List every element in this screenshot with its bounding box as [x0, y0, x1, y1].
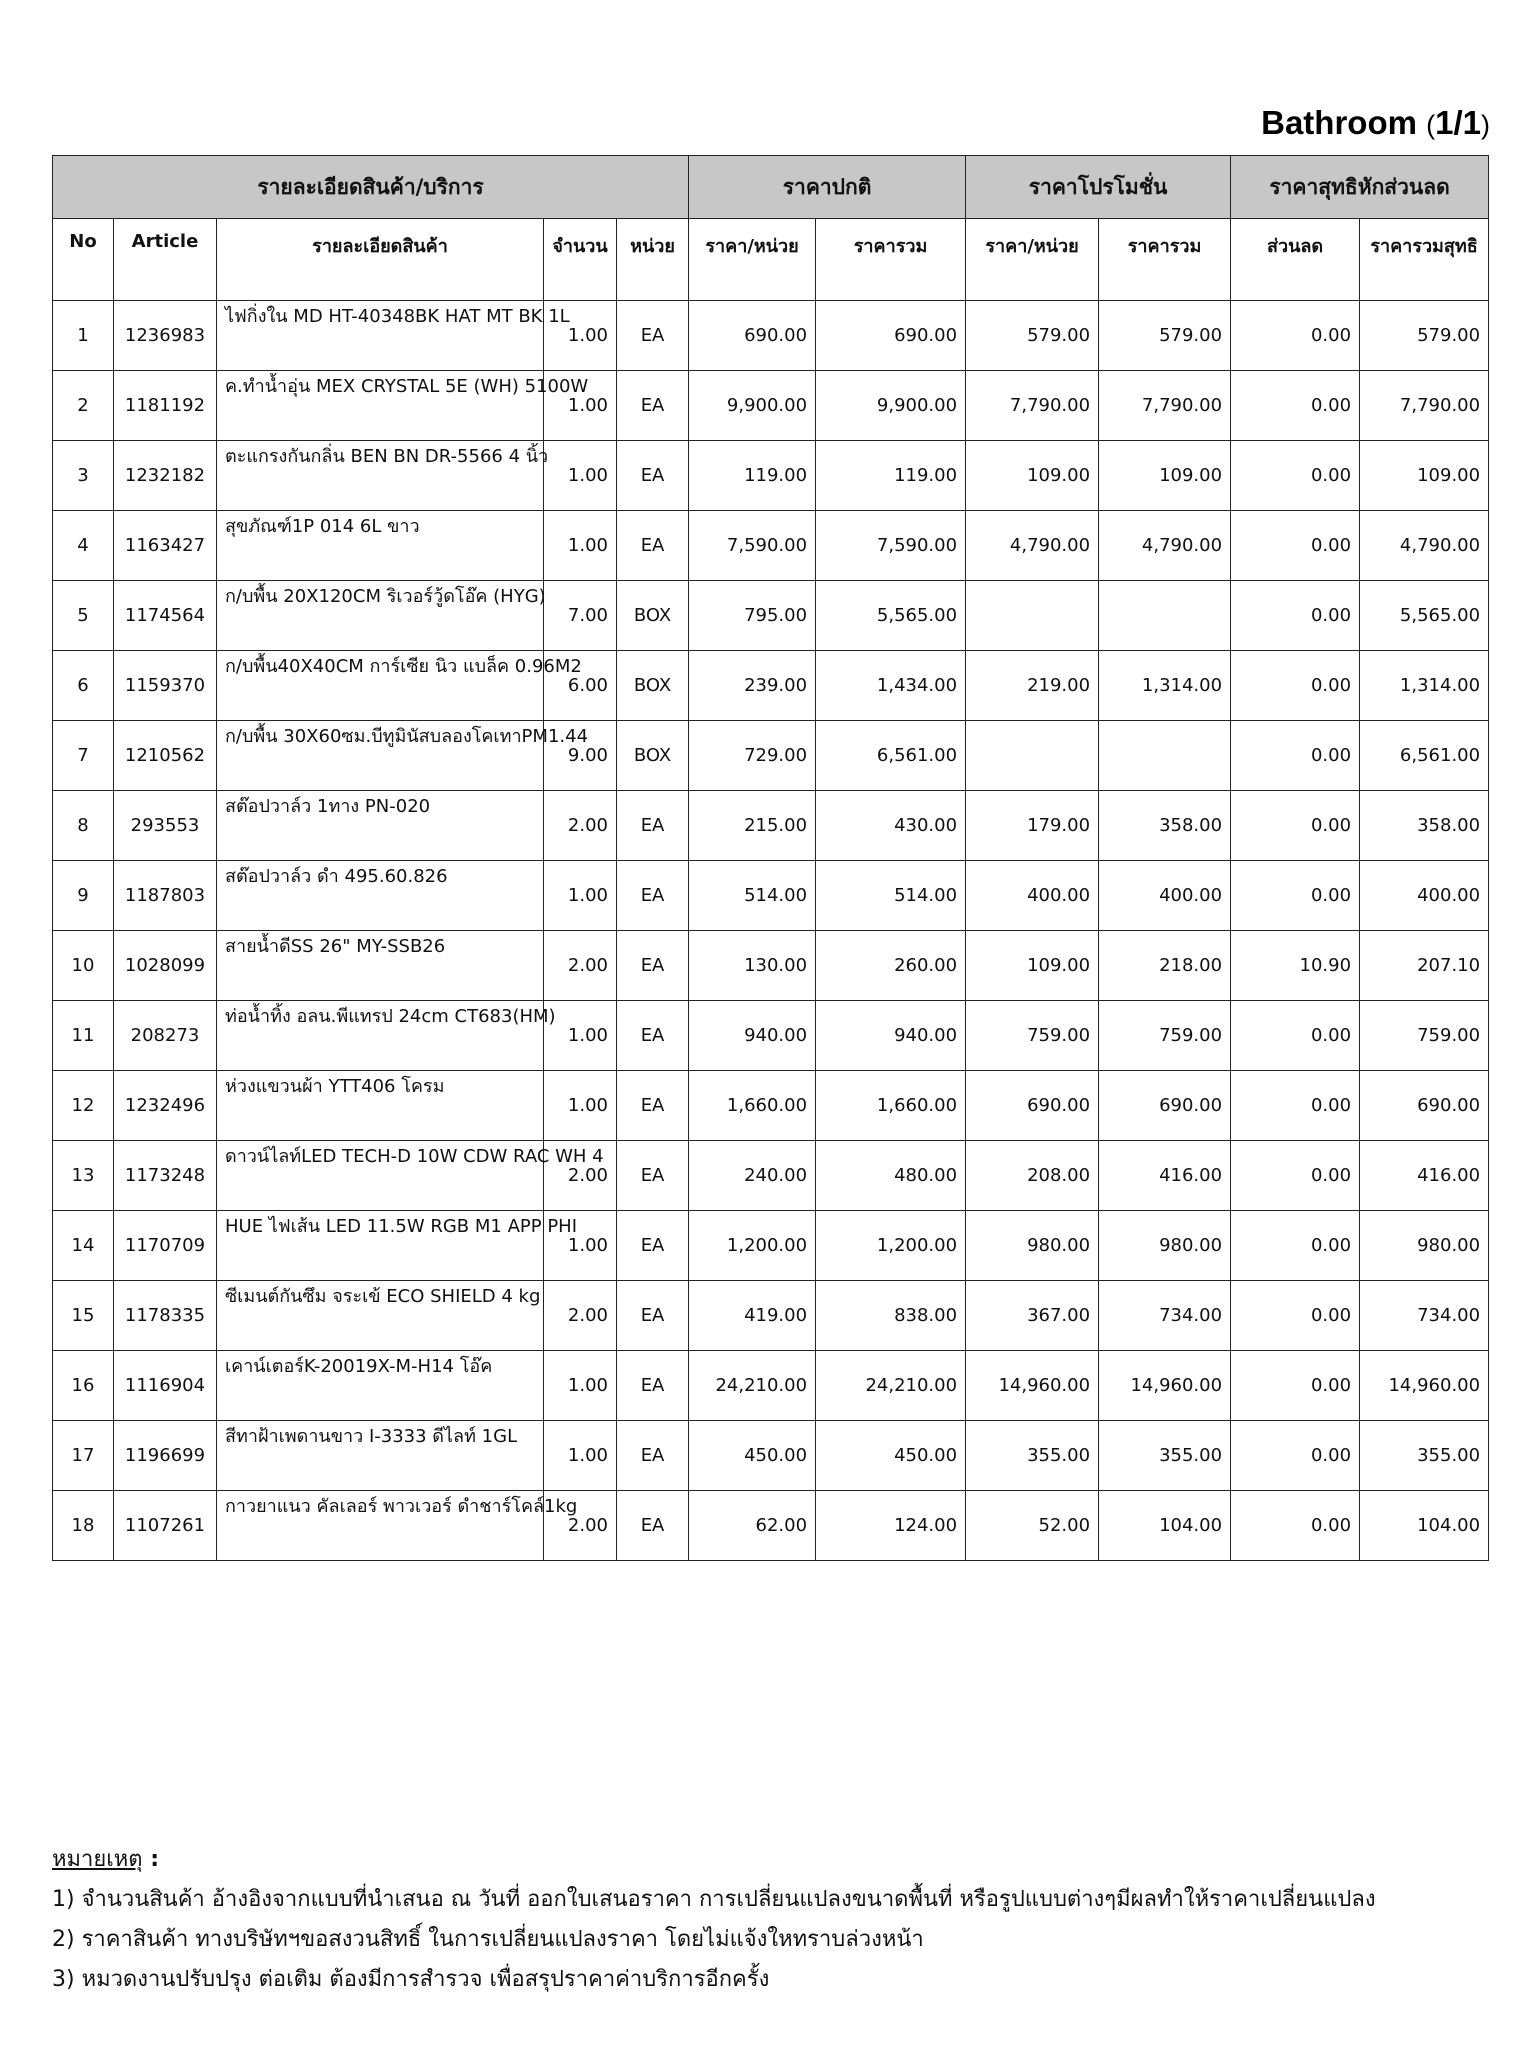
table-row [53, 581, 1489, 651]
table-row [53, 371, 1489, 441]
cell-promo-unit-price: 7,790.00 [966, 371, 1099, 441]
col-header-total: ราคารวม [816, 219, 966, 301]
cell-net-total: 1,314.00 [1360, 651, 1489, 721]
cell-unit-price: 215.00 [689, 791, 816, 861]
notes-heading-colon: : [142, 1847, 160, 1872]
cell-unit: EA [617, 1001, 689, 1071]
cell-total: 24,210.00 [816, 1351, 966, 1421]
col-header-description: รายละเอียดสินค้า [217, 219, 544, 301]
cell-description: สายน้ำดีSS 26" MY-SSB26 [217, 931, 544, 1001]
cell-discount: 0.00 [1231, 441, 1360, 511]
cell-promo-unit-price: 208.00 [966, 1141, 1099, 1211]
cell-unit: BOX [617, 721, 689, 791]
cell-description: ดาวน์ไลท์LED TECH-D 10W CDW RAC WH 4 [217, 1141, 544, 1211]
cell-article: 1116904 [114, 1351, 217, 1421]
cell-unit-price: 690.00 [689, 301, 816, 371]
cell-quantity: 2.00 [544, 791, 617, 861]
cell-promo-unit-price: 179.00 [966, 791, 1099, 861]
cell-unit-price: 130.00 [689, 931, 816, 1001]
table-row [53, 861, 1489, 931]
cell-net-total: 207.10 [1360, 931, 1489, 1001]
cell-promo-unit-price [966, 721, 1099, 791]
cell-net-total: 980.00 [1360, 1211, 1489, 1281]
cell-promo-total: 218.00 [1099, 931, 1231, 1001]
cell-article: 1163427 [114, 511, 217, 581]
cell-description: สต๊อปวาล์ว 1ทาง PN-020 [217, 791, 544, 861]
cell-promo-total: 400.00 [1099, 861, 1231, 931]
cell-unit-price: 62.00 [689, 1491, 816, 1561]
col-header-promo-unit-price: ราคา/หน่วย [966, 219, 1099, 301]
col-header-unit: หน่วย [617, 219, 689, 301]
cell-unit: EA [617, 1421, 689, 1491]
cell-net-total: 579.00 [1360, 301, 1489, 371]
cell-net-total: 4,790.00 [1360, 511, 1489, 581]
cell-description: ก/บพื้น 20X120CM ริเวอร์วู้ดโอ๊ค (HYG) [217, 581, 544, 651]
table-row [53, 1491, 1489, 1561]
group-header-net-price: ราคาสุทธิหักส่วนลด [1231, 156, 1489, 219]
cell-discount: 0.00 [1231, 581, 1360, 651]
cell-promo-total: 4,790.00 [1099, 511, 1231, 581]
cell-promo-unit-price: 14,960.00 [966, 1351, 1099, 1421]
cell-discount: 0.00 [1231, 1421, 1360, 1491]
cell-total: 450.00 [816, 1421, 966, 1491]
cell-promo-total: 690.00 [1099, 1071, 1231, 1141]
cell-quantity: 1.00 [544, 1071, 617, 1141]
cell-total: 6,561.00 [816, 721, 966, 791]
cell-total: 940.00 [816, 1001, 966, 1071]
cell-unit: EA [617, 1141, 689, 1211]
cell-net-total: 690.00 [1360, 1071, 1489, 1141]
cell-no: 10 [53, 931, 114, 1001]
cell-unit-price: 24,210.00 [689, 1351, 816, 1421]
cell-unit: EA [617, 511, 689, 581]
cell-unit: EA [617, 1351, 689, 1421]
cell-promo-unit-price: 579.00 [966, 301, 1099, 371]
table-row [53, 721, 1489, 791]
cell-unit: EA [617, 301, 689, 371]
cell-quantity: 2.00 [544, 931, 617, 1001]
cell-net-total: 109.00 [1360, 441, 1489, 511]
group-header-row [53, 156, 1489, 219]
table-row [53, 441, 1489, 511]
cell-unit: EA [617, 371, 689, 441]
notes-heading: หมายเหตุ [52, 1847, 143, 1872]
cell-unit-price: 450.00 [689, 1421, 816, 1491]
cell-quantity: 1.00 [544, 1001, 617, 1071]
cell-promo-total: 1,314.00 [1099, 651, 1231, 721]
cell-promo-total [1099, 581, 1231, 651]
title-main: Bathroom [1261, 104, 1417, 141]
group-header-product: รายละเอียดสินค้า/บริการ [53, 156, 689, 219]
cell-promo-total: 358.00 [1099, 791, 1231, 861]
cell-promo-total: 7,790.00 [1099, 371, 1231, 441]
table-row [53, 511, 1489, 581]
cell-description: ก/บพื้น40X40CM การ์เซีย นิว แบล็ค 0.96M2 [217, 651, 544, 721]
cell-article: 1159370 [114, 651, 217, 721]
cell-article: 1173248 [114, 1141, 217, 1211]
cell-net-total: 355.00 [1360, 1421, 1489, 1491]
cell-article: 1210562 [114, 721, 217, 791]
cell-discount: 10.90 [1231, 931, 1360, 1001]
cell-article: 1174564 [114, 581, 217, 651]
col-header-discount: ส่วนลด [1231, 219, 1360, 301]
cell-unit: EA [617, 1281, 689, 1351]
cell-description: HUE ไฟเส้น LED 11.5W RGB M1 APP PHI [217, 1211, 544, 1281]
cell-net-total: 358.00 [1360, 791, 1489, 861]
cell-quantity: 2.00 [544, 1491, 617, 1561]
cell-unit-price: 419.00 [689, 1281, 816, 1351]
cell-no: 14 [53, 1211, 114, 1281]
cell-quantity: 7.00 [544, 581, 617, 651]
cell-discount: 0.00 [1231, 511, 1360, 581]
cell-description: กาวยาแนว คัลเลอร์ พาวเวอร์ ดำชาร์โคล์1kg [217, 1491, 544, 1561]
cell-promo-unit-price: 690.00 [966, 1071, 1099, 1141]
col-header-no: No [53, 219, 114, 301]
cell-promo-unit-price: 109.00 [966, 931, 1099, 1001]
cell-no: 7 [53, 721, 114, 791]
note-item: 1) จำนวนสินค้า อ้างอิงจากแบบที่นำเสนอ ณ วันที่ ออกใบเสนอราคา การเปลี่ยนแปลงขนาดพื้นที่ หรือรูปแบบต่างๆมีผลทำให้ราคาเปลี่ยนแปลง [52, 1887, 1376, 1912]
table-row [53, 1071, 1489, 1141]
cell-article: 1178335 [114, 1281, 217, 1351]
cell-promo-total: 14,960.00 [1099, 1351, 1231, 1421]
cell-total: 5,565.00 [816, 581, 966, 651]
cell-promo-total: 734.00 [1099, 1281, 1231, 1351]
cell-total: 1,434.00 [816, 651, 966, 721]
cell-unit-price: 240.00 [689, 1141, 816, 1211]
cell-unit-price: 514.00 [689, 861, 816, 931]
cell-discount: 0.00 [1231, 1211, 1360, 1281]
group-header-promo-price: ราคาโปรโมชั่น [966, 156, 1231, 219]
cell-unit: EA [617, 861, 689, 931]
cell-promo-total: 104.00 [1099, 1491, 1231, 1561]
cell-article: 1196699 [114, 1421, 217, 1491]
cell-discount: 0.00 [1231, 1281, 1360, 1351]
cell-total: 514.00 [816, 861, 966, 931]
cell-article: 1187803 [114, 861, 217, 931]
cell-quantity: 1.00 [544, 371, 617, 441]
cell-total: 690.00 [816, 301, 966, 371]
cell-discount: 0.00 [1231, 371, 1360, 441]
cell-no: 1 [53, 301, 114, 371]
cell-description: ห่วงแขวนผ้า YTT406 โครม [217, 1071, 544, 1141]
cell-promo-unit-price [966, 581, 1099, 651]
page-title [1261, 104, 1490, 142]
cell-promo-unit-price: 109.00 [966, 441, 1099, 511]
cell-unit: EA [617, 931, 689, 1001]
cell-net-total: 400.00 [1360, 861, 1489, 931]
column-header-row [53, 219, 1489, 301]
quotation-table [52, 155, 1489, 1561]
table-row [53, 1211, 1489, 1281]
table-row [53, 651, 1489, 721]
cell-net-total: 14,960.00 [1360, 1351, 1489, 1421]
cell-net-total: 416.00 [1360, 1141, 1489, 1211]
cell-unit-price: 7,590.00 [689, 511, 816, 581]
cell-no: 8 [53, 791, 114, 861]
cell-description: สุขภัณฑ์1P 014 6L ขาว [217, 511, 544, 581]
cell-promo-unit-price: 980.00 [966, 1211, 1099, 1281]
cell-promo-total: 579.00 [1099, 301, 1231, 371]
cell-quantity: 2.00 [544, 1281, 617, 1351]
cell-net-total: 734.00 [1360, 1281, 1489, 1351]
cell-total: 480.00 [816, 1141, 966, 1211]
cell-promo-unit-price: 219.00 [966, 651, 1099, 721]
cell-total: 124.00 [816, 1491, 966, 1561]
cell-no: 3 [53, 441, 114, 511]
cell-total: 119.00 [816, 441, 966, 511]
cell-description: ก/บพื้น 30X60ซม.บีทูมินัสบลองโคเทาPM1.44 [217, 721, 544, 791]
cell-article: 1170709 [114, 1211, 217, 1281]
cell-description: สีทาฝ้าเพดานขาว I-3333 ดีไลท์ 1GL [217, 1421, 544, 1491]
cell-unit-price: 119.00 [689, 441, 816, 511]
cell-promo-unit-price: 355.00 [966, 1421, 1099, 1491]
note-item: 3) หมวดงานปรับปรุง ต่อเติม ต้องมีการสำรวจ เพื่อสรุปราคาค่าบริการอีกครั้ง [52, 1967, 770, 1992]
cell-article: 1181192 [114, 371, 217, 441]
cell-unit: BOX [617, 651, 689, 721]
note-item: 2) ราคาสินค้า ทางบริษัทฯขอสงวนสิทธิ์ ในการเปลี่ยนแปลงราคา โดยไม่แจ้งใหทราบล่วงหน้า [52, 1927, 924, 1952]
cell-no: 11 [53, 1001, 114, 1071]
cell-promo-unit-price: 400.00 [966, 861, 1099, 931]
cell-promo-total: 980.00 [1099, 1211, 1231, 1281]
notes-heading-line [52, 1840, 1492, 1880]
cell-net-total: 104.00 [1360, 1491, 1489, 1561]
title-page-number: 1/1 [1435, 104, 1481, 141]
cell-net-total: 5,565.00 [1360, 581, 1489, 651]
cell-description: ท่อน้ำทิ้ง อลน.พีแทรป 24cm CT683(HM) [217, 1001, 544, 1071]
cell-discount: 0.00 [1231, 861, 1360, 931]
cell-unit: EA [617, 1491, 689, 1561]
col-header-quantity: จำนวน [544, 219, 617, 301]
cell-unit: EA [617, 791, 689, 861]
cell-article: 1236983 [114, 301, 217, 371]
group-header-normal-price: ราคาปกติ [689, 156, 966, 219]
cell-unit: BOX [617, 581, 689, 651]
cell-article: 293553 [114, 791, 217, 861]
cell-promo-total: 416.00 [1099, 1141, 1231, 1211]
cell-discount: 0.00 [1231, 1071, 1360, 1141]
table-row [53, 1421, 1489, 1491]
cell-promo-unit-price: 759.00 [966, 1001, 1099, 1071]
cell-no: 5 [53, 581, 114, 651]
cell-net-total: 759.00 [1360, 1001, 1489, 1071]
notes-section [52, 1840, 1492, 2000]
cell-quantity: 1.00 [544, 441, 617, 511]
cell-quantity: 1.00 [544, 1421, 617, 1491]
cell-no: 4 [53, 511, 114, 581]
cell-no: 15 [53, 1281, 114, 1351]
table-row [53, 791, 1489, 861]
cell-article: 1028099 [114, 931, 217, 1001]
cell-quantity: 6.00 [544, 651, 617, 721]
cell-article: 208273 [114, 1001, 217, 1071]
cell-discount: 0.00 [1231, 1351, 1360, 1421]
table-row [53, 1281, 1489, 1351]
col-header-unit-price: ราคา/หน่วย [689, 219, 816, 301]
cell-description: ไฟกิ่งใน MD HT-40348BK HAT MT BK 1L [217, 301, 544, 371]
cell-promo-unit-price: 367.00 [966, 1281, 1099, 1351]
cell-no: 2 [53, 371, 114, 441]
cell-description: ค.ทำน้ำอุ่น MEX CRYSTAL 5E (WH) 5100W [217, 371, 544, 441]
cell-quantity: 2.00 [544, 1141, 617, 1211]
cell-discount: 0.00 [1231, 651, 1360, 721]
cell-description: ตะแกรงกันกลิ่น BEN BN DR-5566 4 นิ้ว [217, 441, 544, 511]
cell-total: 430.00 [816, 791, 966, 861]
cell-promo-unit-price: 4,790.00 [966, 511, 1099, 581]
cell-unit-price: 1,200.00 [689, 1211, 816, 1281]
cell-quantity: 1.00 [544, 1211, 617, 1281]
cell-description: ซีเมนต์กันซึม จระเข้ ECO SHIELD 4 kg [217, 1281, 544, 1351]
cell-discount: 0.00 [1231, 1001, 1360, 1071]
cell-no: 18 [53, 1491, 114, 1561]
cell-discount: 0.00 [1231, 301, 1360, 371]
cell-description: เคาน์เตอร์K-20019X-M-H14 โอ๊ค [217, 1351, 544, 1421]
cell-article: 1232182 [114, 441, 217, 511]
cell-unit-price: 239.00 [689, 651, 816, 721]
cell-unit-price: 9,900.00 [689, 371, 816, 441]
cell-total: 7,590.00 [816, 511, 966, 581]
cell-unit: EA [617, 441, 689, 511]
cell-no: 9 [53, 861, 114, 931]
table-row [53, 1001, 1489, 1071]
table-row [53, 301, 1489, 371]
cell-promo-unit-price: 52.00 [966, 1491, 1099, 1561]
cell-discount: 0.00 [1231, 1141, 1360, 1211]
cell-no: 12 [53, 1071, 114, 1141]
cell-quantity: 1.00 [544, 301, 617, 371]
cell-unit-price: 729.00 [689, 721, 816, 791]
cell-net-total: 6,561.00 [1360, 721, 1489, 791]
cell-total: 838.00 [816, 1281, 966, 1351]
cell-discount: 0.00 [1231, 1491, 1360, 1561]
col-header-promo-total: ราคารวม [1099, 219, 1231, 301]
cell-promo-total: 109.00 [1099, 441, 1231, 511]
cell-unit: EA [617, 1211, 689, 1281]
cell-no: 17 [53, 1421, 114, 1491]
table-body [53, 301, 1489, 1561]
col-header-article: Article [114, 219, 217, 301]
cell-article: 1232496 [114, 1071, 217, 1141]
title-paren-open: ( [1426, 110, 1436, 140]
cell-unit: EA [617, 1071, 689, 1141]
cell-discount: 0.00 [1231, 721, 1360, 791]
table-row [53, 1141, 1489, 1211]
cell-quantity: 1.00 [544, 511, 617, 581]
col-header-net-total: ราคารวมสุทธิ [1360, 219, 1489, 301]
cell-article: 1107261 [114, 1491, 217, 1561]
cell-quantity: 1.00 [544, 861, 617, 931]
cell-promo-total [1099, 721, 1231, 791]
cell-unit-price: 795.00 [689, 581, 816, 651]
title-paren-close: ) [1481, 110, 1490, 140]
cell-promo-total: 355.00 [1099, 1421, 1231, 1491]
cell-no: 13 [53, 1141, 114, 1211]
cell-total: 9,900.00 [816, 371, 966, 441]
cell-total: 260.00 [816, 931, 966, 1001]
table-row [53, 1351, 1489, 1421]
table-row [53, 931, 1489, 1001]
cell-no: 16 [53, 1351, 114, 1421]
cell-quantity: 1.00 [544, 1351, 617, 1421]
cell-unit-price: 1,660.00 [689, 1071, 816, 1141]
cell-net-total: 7,790.00 [1360, 371, 1489, 441]
cell-total: 1,200.00 [816, 1211, 966, 1281]
cell-total: 1,660.00 [816, 1071, 966, 1141]
cell-quantity: 9.00 [544, 721, 617, 791]
cell-description: สต๊อปวาล์ว ดำ 495.60.826 [217, 861, 544, 931]
cell-no: 6 [53, 651, 114, 721]
cell-discount: 0.00 [1231, 791, 1360, 861]
cell-promo-total: 759.00 [1099, 1001, 1231, 1071]
cell-unit-price: 940.00 [689, 1001, 816, 1071]
